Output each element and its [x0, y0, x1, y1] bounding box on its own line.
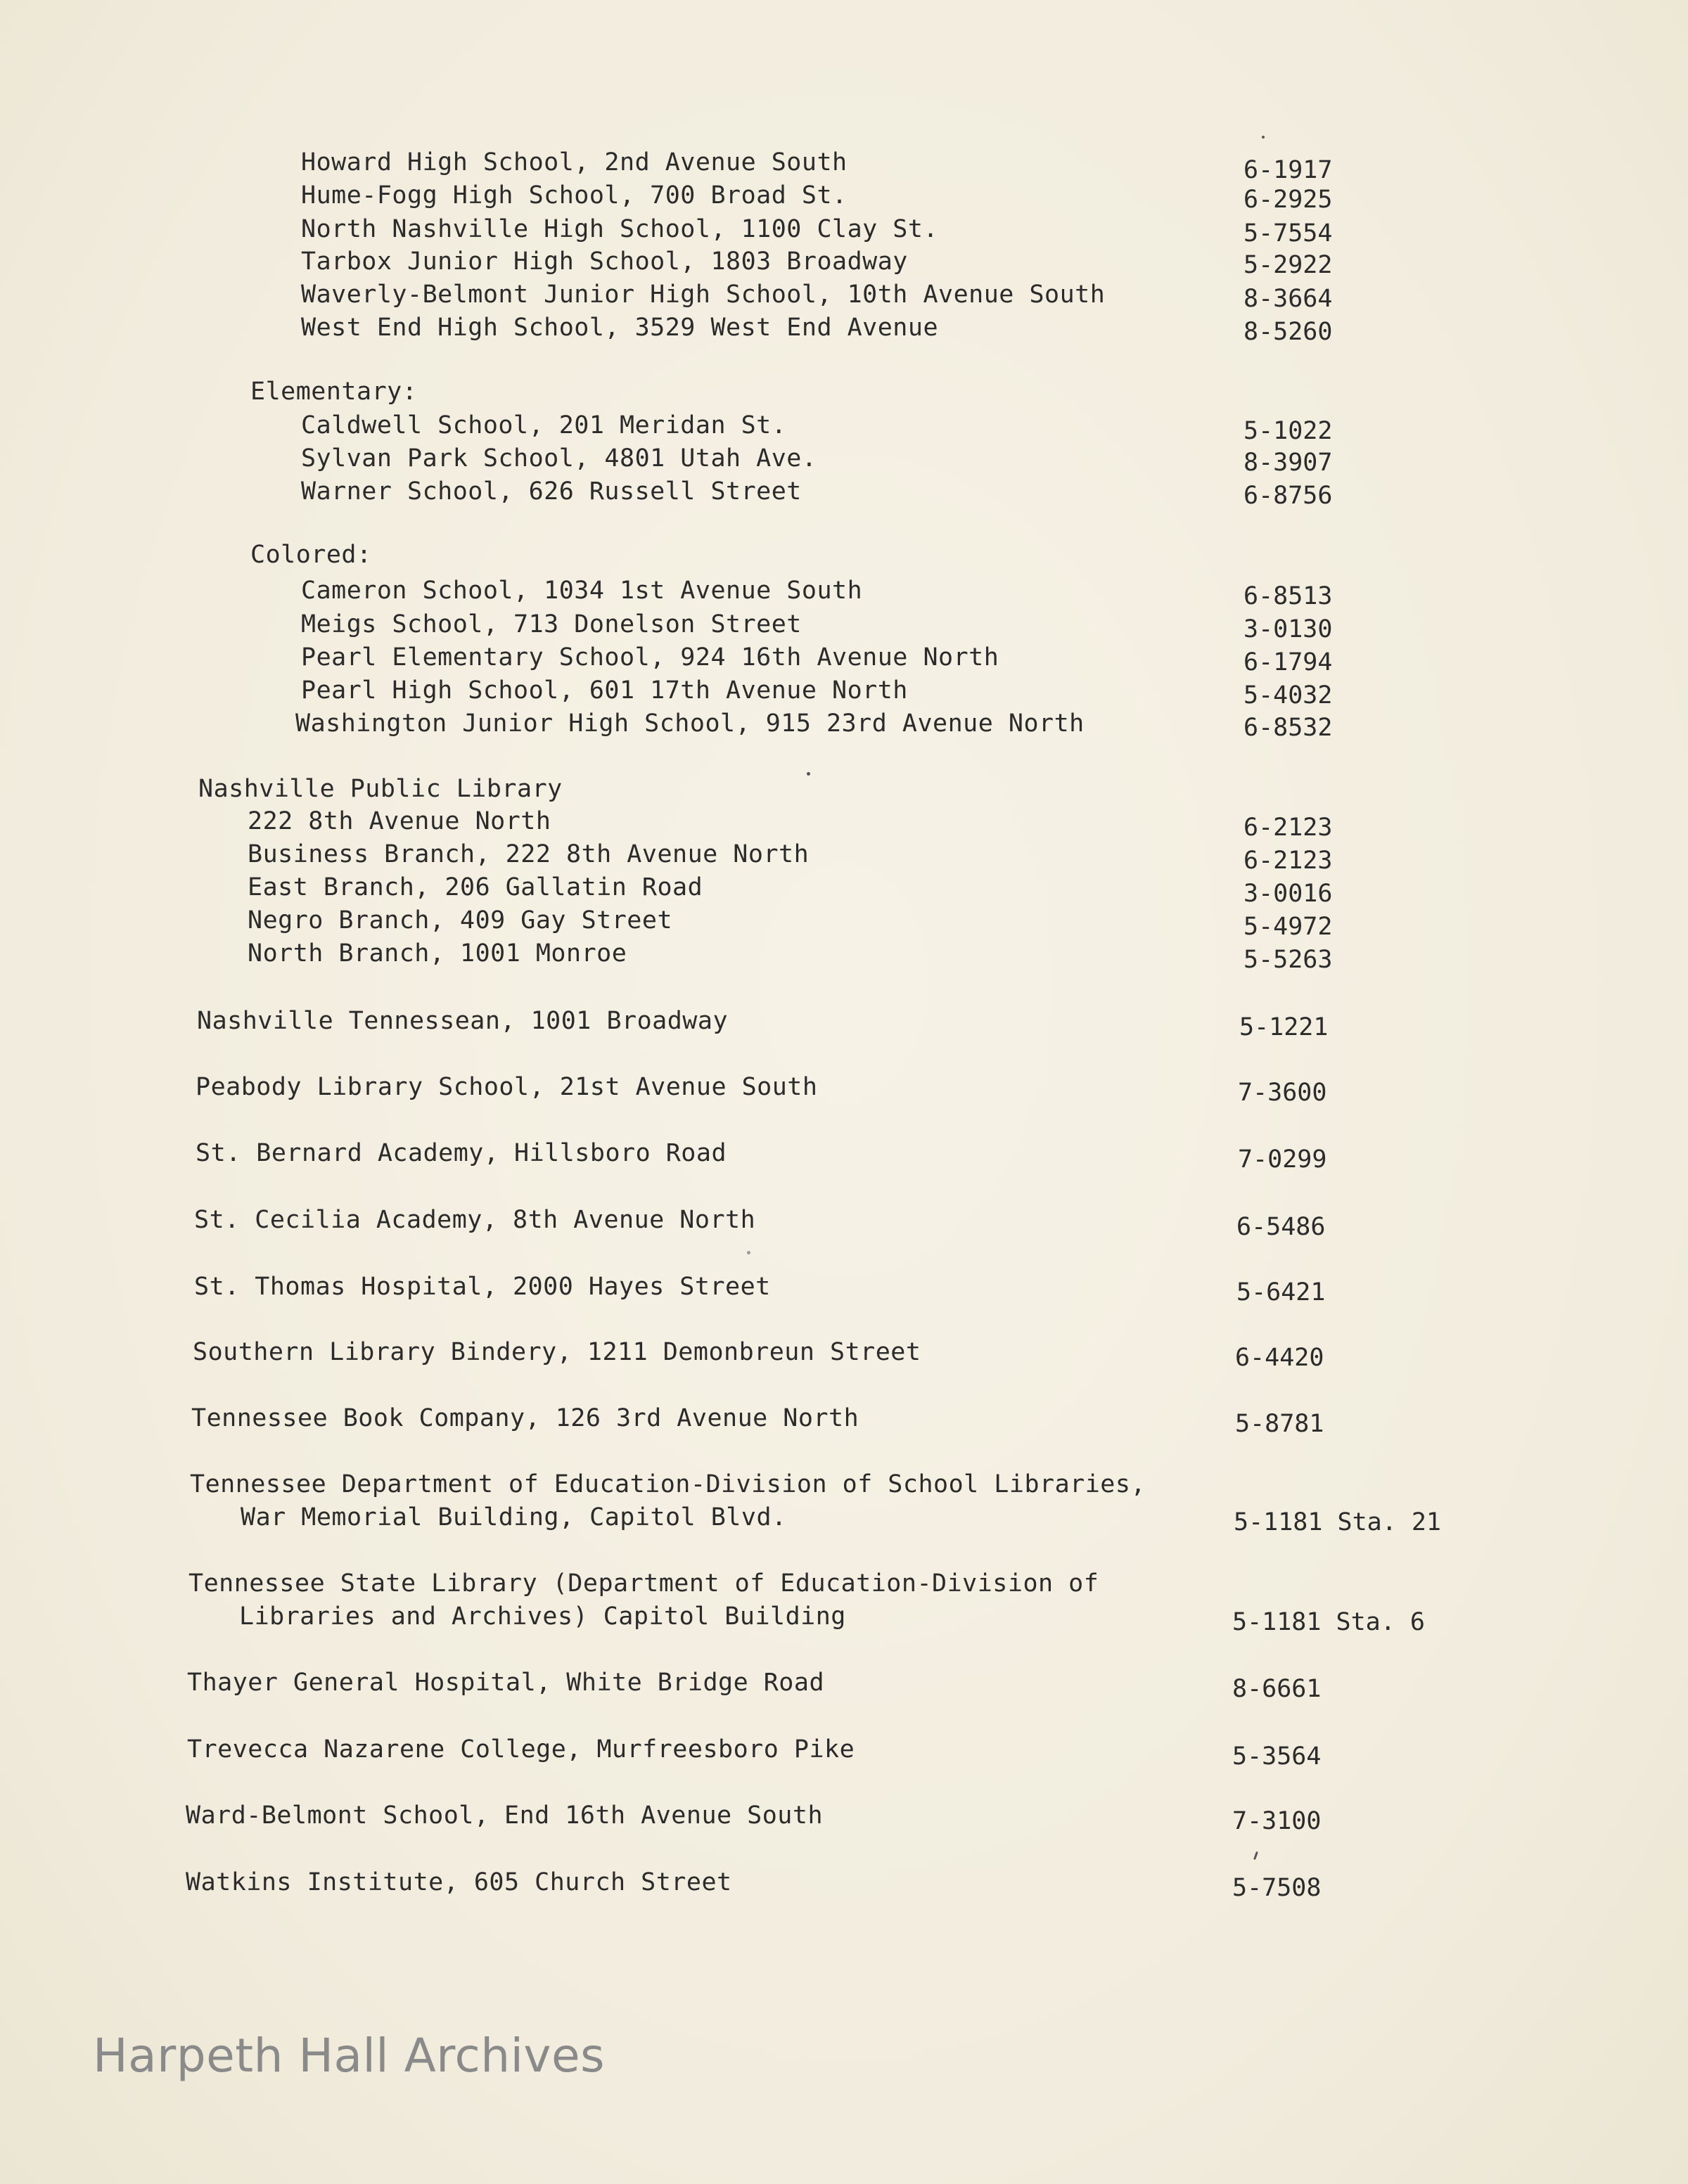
phone-number: 6-1917 [1243, 156, 1333, 184]
list-item-continuation: War Memorial Building, Capitol Blvd. [241, 1503, 787, 1531]
list-item: East Branch, 206 Gallatin Road [248, 873, 703, 901]
list-item: Tennessee Book Company, 126 3rd Avenue North [191, 1404, 859, 1432]
phone-number: 6-8756 [1243, 482, 1333, 510]
list-item: West End High School, 3529 West End Avenue [301, 314, 939, 342]
list-item: St. Thomas Hospital, 2000 Hayes Street [194, 1273, 771, 1301]
list-item-continuation: Libraries and Archives) Capitol Building [239, 1602, 846, 1631]
list-item: Meigs School, 713 Donelson Street [301, 610, 802, 638]
list-item: North Nashville High School, 1100 Clay St. [301, 215, 939, 243]
list-item: Watkins Institute, 605 Church Street [186, 1868, 732, 1896]
list-item: St. Cecilia Academy, 8th Avenue North [194, 1206, 756, 1234]
phone-number: 5-1181 Sta. 21 [1234, 1508, 1442, 1536]
list-item: Tarbox Junior High School, 1803 Broadway [301, 248, 908, 276]
phone-number: 8-3664 [1243, 285, 1333, 313]
phone-number: 5-2922 [1243, 251, 1333, 279]
paper-speck [747, 1251, 750, 1254]
phone-number: 5-7554 [1243, 219, 1333, 248]
list-item: Hume-Fogg High School, 700 Broad St. [301, 181, 848, 210]
phone-number: 5-1022 [1243, 417, 1333, 445]
phone-number: 5-3564 [1232, 1742, 1322, 1771]
list-item: Sylvan Park School, 4801 Utah Ave. [301, 444, 817, 473]
phone-number: 6-1794 [1243, 648, 1333, 676]
list-item: Caldwell School, 201 Meridan St. [301, 411, 787, 439]
section-heading-library: Nashville Public Library [198, 775, 563, 803]
list-item: Thayer General Hospital, White Bridge Road [187, 1669, 825, 1697]
list-item: North Branch, 1001 Monroe [248, 939, 627, 968]
phone-number: 6-2123 [1243, 814, 1333, 842]
list-item: Pearl Elementary School, 924 16th Avenue North [301, 643, 999, 672]
archive-watermark: Harpeth Hall Archives [93, 2029, 605, 2083]
phone-number: 5-1181 Sta. 6 [1232, 1608, 1425, 1636]
phone-number: 6-2925 [1243, 186, 1333, 214]
section-heading-elementary: Elementary: [250, 378, 418, 406]
phone-number: 5-4032 [1243, 681, 1333, 709]
list-item: Ward-Belmont School, End 16th Avenue South [186, 1801, 824, 1830]
list-item: Pearl High School, 601 17th Avenue North [301, 676, 908, 705]
phone-number: 6-8532 [1243, 714, 1333, 742]
section-heading-colored: Colored: [250, 541, 372, 569]
phone-number: 5-5263 [1243, 946, 1333, 974]
phone-number: 7-3100 [1232, 1807, 1322, 1835]
paper-speck [1262, 136, 1265, 139]
list-item: Business Branch, 222 8th Avenue North [248, 840, 810, 868]
phone-number: 7-0299 [1238, 1145, 1327, 1174]
phone-number: 8-5260 [1243, 318, 1333, 346]
list-item: Negro Branch, 409 Gay Street [248, 906, 673, 934]
phone-number: 6-8513 [1243, 582, 1333, 610]
list-item: 222 8th Avenue North [248, 807, 551, 835]
phone-number: 5-7508 [1232, 1874, 1322, 1902]
phone-number: 5-4972 [1243, 913, 1333, 941]
phone-number: 6-2123 [1243, 847, 1333, 875]
list-item: Washington Junior High School, 915 23rd Avenue North [295, 709, 1085, 738]
phone-number: 3-0130 [1243, 615, 1333, 643]
list-item: St. Bernard Academy, Hillsboro Road [196, 1139, 727, 1167]
phone-number: 5-6421 [1236, 1278, 1326, 1306]
phone-number: 7-3600 [1238, 1079, 1327, 1107]
phone-number: 8-6661 [1232, 1675, 1322, 1703]
list-item: Tennessee Department of Education-Division of School Libraries, [190, 1470, 1146, 1498]
list-item: Peabody Library School, 21st Avenue South [196, 1073, 818, 1101]
list-item: Nashville Tennessean, 1001 Broadway [197, 1007, 729, 1035]
phone-number: 3-0016 [1243, 880, 1333, 908]
phone-number: 5-8781 [1235, 1410, 1324, 1438]
list-item: Waverly-Belmont Junior High School, 10th Avenue South [301, 281, 1106, 309]
paper-speck [807, 772, 810, 776]
phone-number: 6-5486 [1236, 1213, 1326, 1241]
phone-number: 6-4420 [1235, 1344, 1324, 1372]
list-item: Warner School, 626 Russell Street [301, 477, 802, 506]
phone-number: 5-1221 [1239, 1013, 1329, 1041]
list-item: Tennessee State Library (Department of Education-Division of [188, 1569, 1099, 1598]
list-item: Southern Library Bindery, 1211 Demonbreun Street [193, 1338, 921, 1366]
list-item: Trevecca Nazarene College, Murfreesboro Pike [187, 1735, 855, 1764]
paper-speck [1253, 1851, 1258, 1860]
list-item: Cameron School, 1034 1st Avenue South [301, 577, 863, 605]
phone-number: 8-3907 [1243, 449, 1333, 477]
list-item: Howard High School, 2nd Avenue South [301, 148, 848, 176]
